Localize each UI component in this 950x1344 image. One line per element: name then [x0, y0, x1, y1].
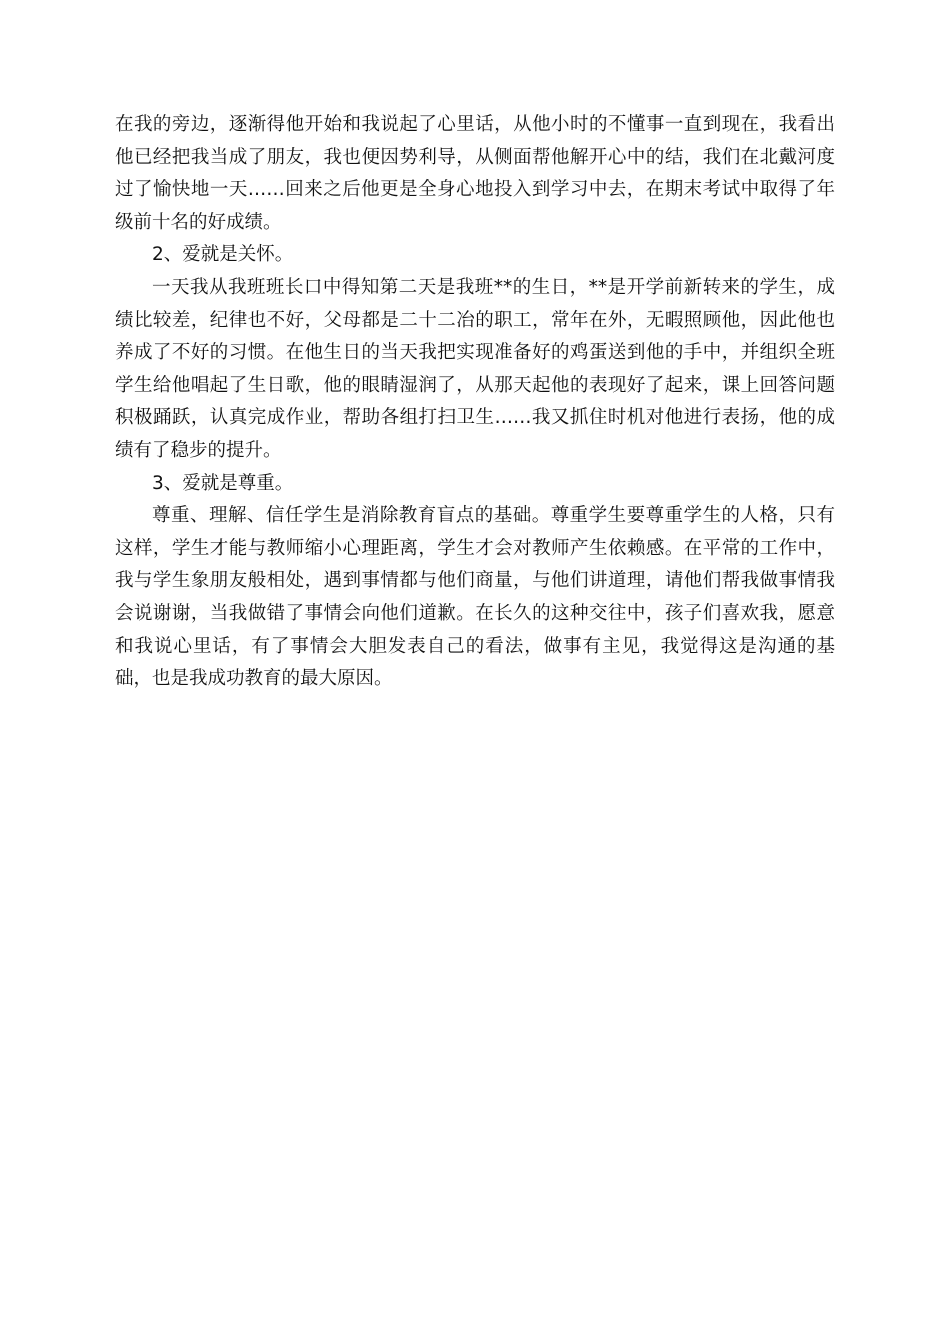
paragraph-care: 一天我从我班班长口中得知第二天是我班**的生日，**是开学前新转来的学生，成绩比较差，纪律也不好，父母都是二十二冶的职工，常年在外，无暇照顾他，因此他也养成了不好的习惯。在他生日的当天我把实现准备好的鸡蛋送到他的手中，并组织全班学生给他唱起了生日歌，他的眼睛湿润了，从那天起他的表现好了起来，课上回答问题积极踊跃，认真完成作业，帮助各组打扫卫生……我又抓住时机对他进行表扬，他的成绩有了稳步的提升。 [115, 276, 835, 461]
paragraph-respect: 尊重、理解、信任学生是消除教育盲点的基础。尊重学生要尊重学生的人格，只有这样，学生才能与教师缩小心理距离，学生才会对教师产生依赖感。在平常的工作中，我与学生象朋友般相处，遇到事情都与他们商量，与他们讲道理，请他们帮我做事情我会说谢谢，当我做错了事情会向他们道歉。在长久的这种交往中，孩子们喜欢我，愿意和我说心里话，有了事情会大胆发表自己的看法，做事有主见，我觉得这是沟通的基础，也是我成功教育的最大原因。 [115, 505, 835, 690]
section-heading-care: 2、爱就是关怀。 [152, 244, 294, 266]
paragraph-continuation: 在我的旁边，逐渐得他开始和我说起了心里话，从他小时的不懂事一直到现在，我看出他已经把我当成了朋友，我也便因势利导，从侧面帮他解开心中的结，我们在北戴河度过了愉快地一天……回来之后他更是全身心地投入到学习中去，在期末考试中取得了年级前十名的好成绩。 [115, 114, 835, 233]
section-heading-respect: 3、爱就是尊重。 [152, 472, 294, 494]
document-body [115, 109, 835, 696]
